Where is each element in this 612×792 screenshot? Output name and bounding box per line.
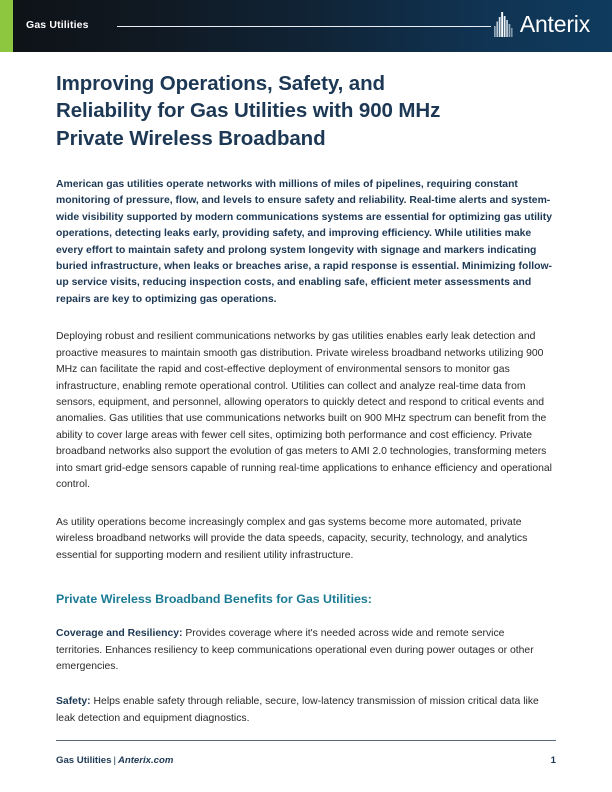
anterix-signal-mark-icon	[493, 11, 515, 37]
benefit-term: Safety:	[56, 696, 91, 708]
document-content	[56, 52, 556, 727]
benefit-item	[56, 675, 552, 727]
footer-section-label: Gas Utilities	[56, 755, 112, 766]
body-paragraph-3: As utility operations become increasingly complex and gas systems become more automated, private wireless broadband networks will provide the data speeds, capacity, security, technology, and analytics essential for supporting modern and resilient utility infrastructure.	[56, 516, 528, 561]
footer-page-number: 1	[550, 755, 556, 766]
footer-website-link[interactable]: Anterix.com	[117, 755, 174, 766]
footer-divider-rule	[56, 740, 556, 741]
lead-paragraph: American gas utilities operate networks with millions of miles of pipelines, requiring constant monitoring of pressure, flow, and levels to ensure safety and reliability. Real-time alerts and system-wide visibility supported by modern communications systems are essential for optimizing gas utility operations, detecting leaks early, providing safety, and improving efficiency. While utilities make every effort to maintain safety and prolong system longevity with signage and markers indicating buried infrastructure, when leaks or breaches arise, a rapid response is essential. Minimizing follow-up service visits, reducing inspection costs, and enabling safe, efficient meter assessments and repairs are key to optimizing gas operations.	[56, 178, 553, 305]
benefit-term: Coverage and Resiliency:	[56, 628, 183, 640]
header-accent-bar	[0, 0, 13, 52]
page-footer	[56, 740, 556, 768]
benefits-section-heading: Private Wireless Broadband Benefits for Gas Utilities:	[56, 591, 372, 606]
footer-separator: |	[113, 755, 116, 766]
footer-left-group	[56, 750, 173, 768]
body-paragraph-2: Deploying robust and resilient communications networks by gas utilities enables early leak detection and proactive measures to maintain smooth gas distribution. Private wireless broadband networks utilizing 900 MHz can facilitate the rapid and cost-effective deployment of environmental sensors to monitor gas infrastructure, enabling remote operational control. Utilities can collect and analyze real-time data from sensors, equipment, and personnel, allowing operators to quickly detect and respond to critical events and anomalies. Gas utilities that use communications networks built on 900 MHz spectrum can benefit from the ability to cover large areas with fewer cell sites, optimizing both performance and cost efficiency. Private broadband networks also support the evolution of gas meters to AMI 2.0 technologies, transforming meters into smart grid-edge sensors capable of running real-time applications to enhance efficiency and operational control.	[56, 331, 552, 491]
anterix-logo	[493, 11, 590, 37]
header-divider-rule	[117, 26, 491, 27]
benefit-description: Provides coverage where it's needed across wide and remote service territories. Enhances resiliency to keep communications operational even during power outages or other emergencies.	[56, 628, 534, 672]
benefit-description: Helps enable safety through reliable, secure, low-latency transmission of mission critical data like leak detection and equipment diagnostics.	[56, 696, 539, 724]
header-section-label: Gas Utilities	[26, 19, 89, 31]
page-title: Improving Operations, Safety, and Reliability for Gas Utilities with 900 MHz Private Wireless Broadband	[56, 72, 441, 150]
page-header	[0, 0, 612, 52]
benefit-item	[56, 607, 552, 675]
anterix-wordmark: Anterix	[519, 10, 590, 37]
footer-row	[56, 750, 556, 768]
